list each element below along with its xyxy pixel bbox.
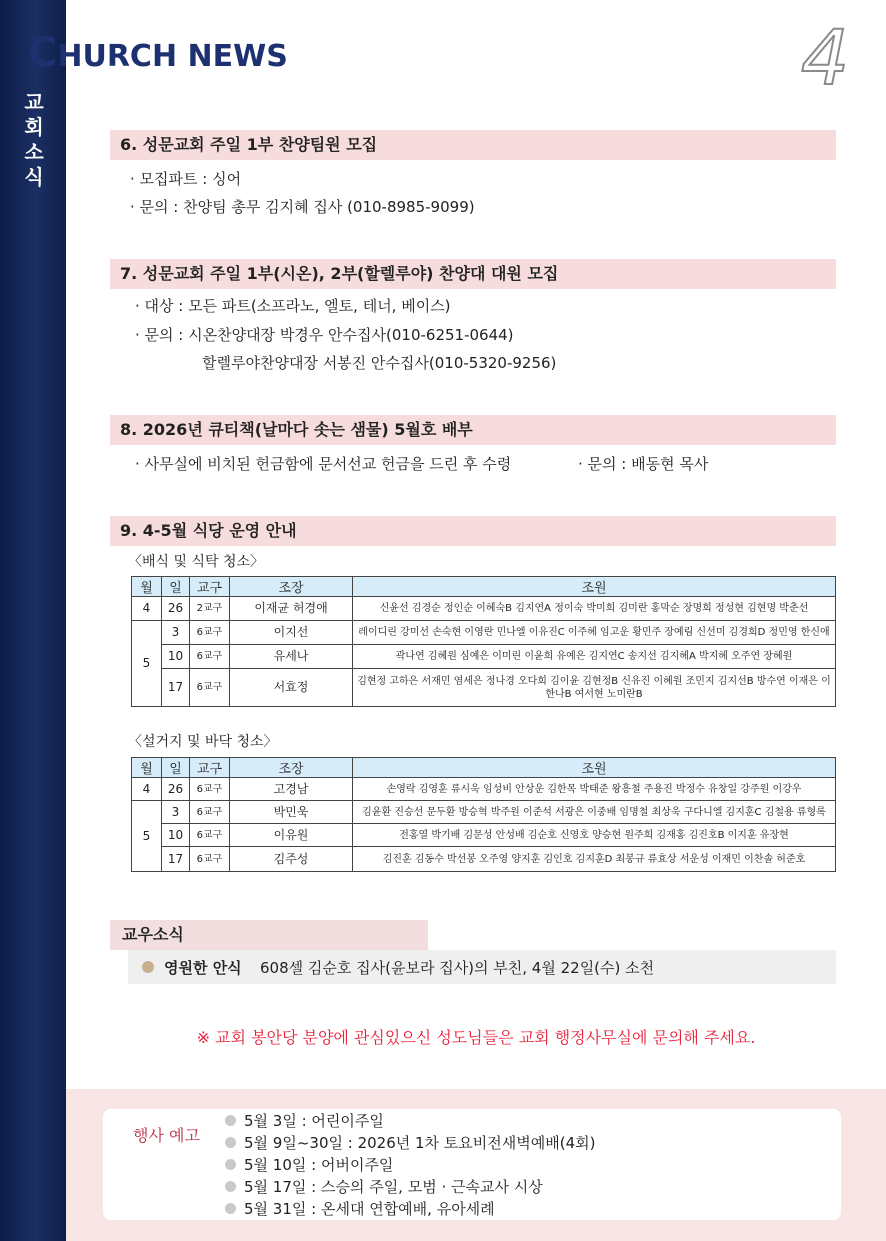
month-cell: 4 <box>132 778 162 801</box>
month-cell: 4 <box>132 597 162 621</box>
member-news-label: 영원한 안식 <box>164 959 242 977</box>
table-row <box>132 778 836 801</box>
district-cell: 6교구 <box>190 847 230 872</box>
bullet-dot-icon <box>225 1203 236 1214</box>
events-card <box>103 1109 841 1220</box>
leader-cell: 이유원 <box>230 824 353 847</box>
district-cell: 6교구 <box>190 801 230 824</box>
table-row <box>132 597 836 621</box>
bullet-dot-icon <box>142 961 154 973</box>
leader-cell: 서효정 <box>230 669 353 707</box>
event-text: 5월 10일 : 어버이주일 <box>244 1156 394 1174</box>
table-row <box>132 621 836 645</box>
event-item <box>225 1155 393 1175</box>
table-2-caption: 〈설거지 및 바닥 청소〉 <box>128 734 278 750</box>
header-district: 교구 <box>190 758 230 778</box>
table-header-row <box>132 577 836 597</box>
event-text: 5월 31일 : 온세대 연합예배, 유아세례 <box>244 1200 495 1218</box>
sidebar <box>0 0 66 1241</box>
leader-cell: 이지선 <box>230 621 353 645</box>
month-cell: 5 <box>132 801 162 872</box>
leader-cell: 고경남 <box>230 778 353 801</box>
day-cell: 26 <box>162 778 190 801</box>
members-cell: 손영락 김영훈 류시욱 임성비 안상운 김한목 박태준 왕흥철 주용진 박정수 유창일 강주원 이강우 <box>353 778 836 801</box>
leader-cell: 김주성 <box>230 847 353 872</box>
section-7-title: 7. 성문교회 주일 1부(시온), 2부(할렐루야) 찬양대 대원 모집 <box>110 259 836 289</box>
members-cell: 전홍열 박기배 김문성 안성배 김순호 신영호 양승현 원주희 김재홍 김진호B 이지훈 유장현 <box>353 824 836 847</box>
section-8-line-1: · 사무실에 비치된 헌금함에 문서선교 헌금을 드린 후 수령 <box>135 455 512 473</box>
day-cell: 17 <box>162 669 190 707</box>
section-8-title: 8. 2026년 큐티책(날마다 솟는 샘물) 5월호 배부 <box>110 415 836 445</box>
section-7-line-1: · 대상 : 모든 파트(소프라노, 엘토, 테너, 베이스) <box>135 297 451 315</box>
district-cell: 6교구 <box>190 645 230 669</box>
members-cell: 곽나연 김혜원 심예은 이미린 이윤희 유예은 김지연C 송지선 김지혜A 박지혜 오주연 장혜원 <box>353 645 836 669</box>
district-cell: 6교구 <box>190 669 230 707</box>
member-news-box <box>128 950 836 984</box>
section-6-line-1: · 모집파트 : 싱어 <box>130 170 242 188</box>
table-row <box>132 847 836 872</box>
members-cell: 레이디린 강미선 손숙현 이영란 민나엘 이유진C 이주혜 임고운 황민주 장예림 신선미 김경희D 정민영 한신애 <box>353 621 836 645</box>
day-cell: 17 <box>162 847 190 872</box>
district-cell: 6교구 <box>190 778 230 801</box>
event-text: 5월 9일~30일 : 2026년 1차 토요비전새벽예배(4회) <box>244 1134 596 1152</box>
table-row <box>132 669 836 707</box>
day-cell: 3 <box>162 801 190 824</box>
table-row <box>132 801 836 824</box>
header-leader: 조장 <box>230 758 353 778</box>
bullet-dot-icon <box>225 1181 236 1192</box>
event-text: 5월 17일 : 스승의 주일, 모범 · 근속교사 시상 <box>244 1178 543 1196</box>
section-7-line-2: · 문의 : 시온찬양대장 박경우 안수집사(010-6251-0644) <box>135 326 514 344</box>
leader-cell: 이재균 허경애 <box>230 597 353 621</box>
members-cell: 김진훈 김동수 박선봉 오주영 양지훈 김인호 김지훈D 최봉규 류효상 서운성 이재민 이찬솔 허준호 <box>353 847 836 872</box>
leader-cell: 유세나 <box>230 645 353 669</box>
section-8-line-2: · 문의 : 배동현 목사 <box>578 455 709 473</box>
table-row <box>132 824 836 847</box>
brand-rest: HURCH NEWS <box>57 39 288 74</box>
event-item <box>225 1133 595 1153</box>
serving-table <box>131 576 836 707</box>
bullet-dot-icon <box>225 1115 236 1126</box>
section-6-title: 6. 성문교회 주일 1부 찬양팀원 모집 <box>110 130 836 160</box>
header-day: 일 <box>162 758 190 778</box>
members-cell: 김윤환 진승선 문두환 방승혁 박주원 이준석 서광은 이중배 임명철 최상욱 구다니엘 김지훈C 김철용 류형록 <box>353 801 836 824</box>
event-item <box>225 1199 495 1219</box>
table-header-row <box>132 758 836 778</box>
member-news-title: 교우소식 <box>110 920 428 950</box>
event-item <box>225 1177 543 1197</box>
header-month: 월 <box>132 758 162 778</box>
brand-title <box>28 30 288 76</box>
table-row <box>132 645 836 669</box>
sidebar-label: 교회소식 <box>24 90 44 189</box>
events-title: 행사 예고 <box>133 1126 200 1145</box>
month-cell: 5 <box>132 621 162 707</box>
day-cell: 10 <box>162 824 190 847</box>
header-leader: 조장 <box>230 577 353 597</box>
header-members: 조원 <box>353 577 836 597</box>
header-district: 교구 <box>190 577 230 597</box>
page-number: 4 <box>800 13 850 102</box>
bullet-dot-icon <box>225 1137 236 1148</box>
leader-cell: 박민욱 <box>230 801 353 824</box>
bullet-dot-icon <box>225 1159 236 1170</box>
district-cell: 6교구 <box>190 621 230 645</box>
district-cell: 6교구 <box>190 824 230 847</box>
day-cell: 26 <box>162 597 190 621</box>
cleaning-table <box>131 757 836 872</box>
section-7-line-3: 할렐루야찬양대장 서봉진 안수집사(010-5320-9256) <box>202 354 557 372</box>
event-item <box>225 1111 384 1131</box>
day-cell: 3 <box>162 621 190 645</box>
members-cell: 김현정 고하은 서재민 염세은 정나경 오다희 김이윤 김현정B 신유진 이혜원 조민지 김지선B 방수연 이재은 이한나B 여서현 노미란B <box>353 669 836 707</box>
district-cell: 2교구 <box>190 597 230 621</box>
header-day: 일 <box>162 577 190 597</box>
header-month: 월 <box>132 577 162 597</box>
event-text: 5월 3일 : 어린이주일 <box>244 1112 384 1130</box>
columbarium-notice: ※ 교회 봉안당 분양에 관심있으신 성도님들은 교회 행정사무실에 문의해 주세요. <box>196 1028 756 1047</box>
day-cell: 10 <box>162 645 190 669</box>
section-9-title: 9. 4-5월 식당 운영 안내 <box>110 516 836 546</box>
header-members: 조원 <box>353 758 836 778</box>
members-cell: 신윤선 김경순 정인순 이혜숙B 김지연A 정이숙 박미희 김미란 홍막순 장명희 정성현 김현명 박춘선 <box>353 597 836 621</box>
brand-first-letter: C <box>28 30 58 76</box>
section-6-line-2: · 문의 : 찬양팀 총무 김지혜 집사 (010-8985-9099) <box>130 198 475 216</box>
member-news-text: 608셀 김순호 집사(윤보라 집사)의 부친, 4월 22일(수) 소천 <box>260 959 655 977</box>
table-1-caption: 〈배식 및 식탁 청소〉 <box>128 554 265 570</box>
